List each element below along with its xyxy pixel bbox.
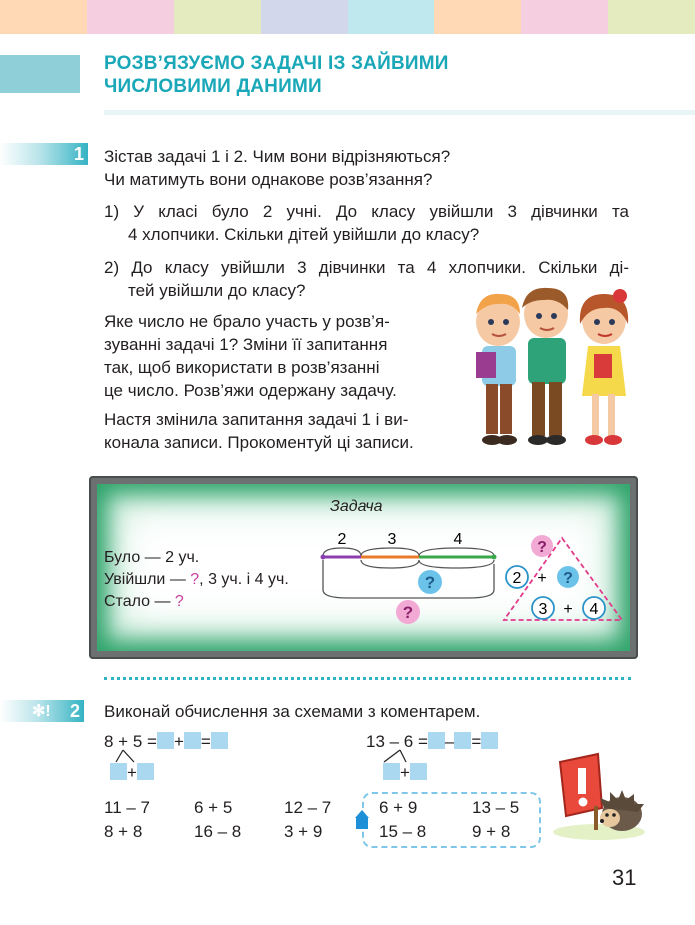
children-illustration (460, 284, 640, 454)
sparkle-icon: ✻! (32, 703, 51, 720)
expression-item: 13 – 5 (472, 798, 520, 817)
problem-1-line: 1) У класі було 2 учні. До класу увійшли 3 дівчинки та (104, 202, 629, 221)
question-line: так, щоб використати в розв’язанні (104, 358, 380, 377)
question-line: це число. Розв’яжи одержану задачу. (104, 381, 397, 400)
exclamation-bar (578, 768, 586, 794)
segment-label: 4 (453, 531, 463, 548)
answer-box[interactable] (410, 763, 427, 780)
expression-item: 12 – 7 (284, 798, 332, 817)
segment-brace (419, 548, 494, 556)
equals-sign: = (471, 732, 482, 751)
expression-item: 8 + 8 (104, 822, 143, 841)
triangle-number: 4 (589, 601, 599, 618)
expression-item: 16 – 8 (194, 822, 242, 841)
top-color-segment (261, 0, 348, 34)
plus-sign: + (563, 601, 573, 618)
question-mark: ? (537, 539, 547, 556)
top-color-segment (87, 0, 174, 34)
board-conditions (104, 547, 289, 613)
title-accent-bar (0, 55, 80, 93)
answer-box[interactable] (157, 732, 174, 749)
top-color-segment (348, 0, 435, 34)
schema-expression: 13 – 6 = (366, 732, 428, 751)
triangle-number: 2 (512, 570, 522, 587)
boy-middle-figure (522, 288, 568, 445)
board-condition-line (104, 591, 289, 613)
segment-brace (361, 548, 419, 556)
hedgehog-illustration (552, 752, 646, 840)
answer-box[interactable] (211, 732, 228, 749)
expression-item: 11 – 7 (104, 798, 151, 817)
segment-lower-brace (361, 560, 494, 568)
board-label: , 3 уч. і 4 уч. (199, 571, 289, 588)
nastia-line: Настя змінила запитання задачі 1 і ви- (104, 410, 409, 429)
question-line: Яке число не брало участь у розв’я- (104, 312, 390, 331)
house-icon (356, 818, 368, 829)
task-2-number: 2 (69, 701, 80, 721)
expression-item: 3 + 9 (284, 822, 323, 841)
board-label: Стало — (104, 593, 175, 610)
schema-expression: 8 + 5 = (104, 732, 157, 751)
top-color-bar (0, 0, 695, 34)
expression-item: 6 + 9 (379, 798, 418, 817)
segment-label: 2 (337, 531, 347, 548)
triangle-diagram (500, 532, 628, 626)
answer-box[interactable] (110, 763, 127, 780)
board-heading: Задача (330, 498, 383, 515)
page-number: 31 (612, 865, 637, 890)
answer-box[interactable] (481, 732, 498, 749)
question-mark: ? (424, 573, 436, 592)
page-title (104, 52, 449, 98)
girl-figure (580, 289, 628, 445)
question-mark: ? (402, 603, 414, 622)
expression-item: 15 – 8 (379, 822, 427, 841)
hedgehog-face (600, 809, 620, 827)
segment-dot (492, 555, 497, 560)
task-1-intro-line: Чи матимуть вони однакове розв’язання? (104, 170, 433, 189)
question-mark: ? (190, 571, 200, 588)
top-color-segment (608, 0, 695, 34)
plus-sign: + (127, 763, 137, 782)
segment-brace (323, 548, 361, 556)
task-2-number-bar (0, 700, 84, 722)
plus-sign: + (537, 570, 547, 587)
answer-box[interactable] (184, 732, 201, 749)
question-block (104, 310, 432, 402)
segment-label: 3 (387, 531, 397, 548)
nastia-block (104, 408, 459, 454)
problem-1-line: 4 хлопчики. Скільки дітей увійшли до класу? (128, 225, 480, 244)
schema-1-split (110, 761, 154, 784)
title-underline (104, 110, 695, 115)
top-color-segment (0, 0, 87, 34)
top-color-segment (174, 0, 261, 34)
equals-sign: = (200, 732, 211, 751)
segment-diagram (318, 524, 504, 628)
board-condition-line (104, 569, 289, 591)
problem-1 (104, 200, 629, 246)
task-1-intro (104, 145, 629, 191)
question-mark: ? (174, 593, 184, 610)
expression-item: 9 + 8 (472, 822, 511, 841)
answer-box[interactable] (383, 763, 400, 780)
schema-2-split (383, 761, 427, 784)
triangle-number: 3 (538, 601, 548, 618)
answer-box[interactable] (137, 763, 154, 780)
nastia-line: конала записи. Прокоментуй ці записи. (104, 433, 414, 452)
problem-2-line: тей увійшли до класу? (128, 281, 306, 300)
house-roof-icon (355, 810, 369, 818)
segment-total-brace (323, 560, 494, 598)
boy-left-figure (476, 294, 520, 445)
question-line: зуванні задачі 1? Зміни її запитання (104, 335, 388, 354)
minus-sign: – (444, 732, 455, 751)
task-1-number: 1 (0, 143, 88, 165)
problem-2-line: 2) До класу увійшли 3 дівчинки та 4 хлопчики. Скільки ді- (104, 258, 629, 277)
page-title-line2: ЧИСЛОВИМИ ДАНИМИ (104, 76, 322, 97)
answer-box[interactable] (454, 732, 471, 749)
plus-sign: + (400, 763, 410, 782)
section-separator (104, 677, 631, 680)
sign-post (594, 806, 598, 830)
answer-box[interactable] (428, 732, 445, 749)
question-mark: ? (563, 570, 573, 587)
board-label: Увійшли — (104, 571, 191, 588)
segment-dot (321, 555, 326, 560)
task-1-intro-line: Зістав задачі 1 і 2. Чим вони відрізняються? (104, 147, 451, 166)
expression-item: 6 + 5 (194, 798, 233, 817)
task-2-text: Виконай обчислення за схемами з коментарем. (104, 702, 481, 721)
plus-sign: + (173, 732, 184, 751)
top-color-segment (434, 0, 521, 34)
exclamation-dot (579, 798, 588, 807)
top-color-segment (521, 0, 608, 34)
page-title-line1: РОЗВ’ЯЗУЄМО ЗАДАЧІ ІЗ ЗАЙВИМИ (104, 53, 449, 74)
board-condition-line: Було — 2 уч. (104, 549, 200, 566)
